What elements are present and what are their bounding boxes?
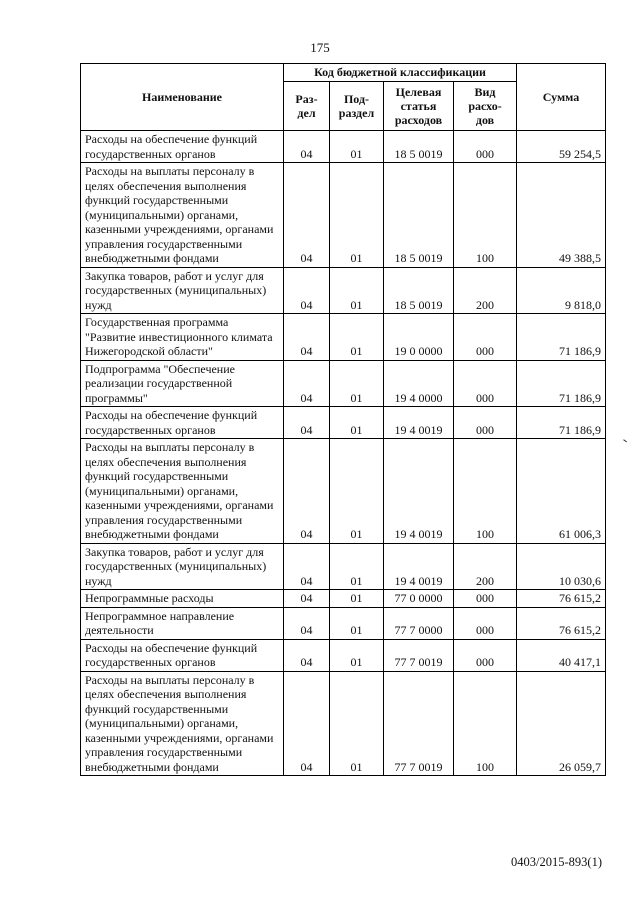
- row-razdel: 04: [284, 267, 330, 314]
- row-expense-type: 000: [454, 360, 517, 407]
- table-row: [81, 267, 606, 314]
- row-name: Расходы на выплаты персоналу в целях обеспечения выполнения функций государственными (муниципальными) органами, казенными учреждениями, органами управления государственными внебюджетными фондами: [81, 671, 284, 776]
- row-sum: 71 186,9: [517, 314, 606, 361]
- row-name: Расходы на обеспечение функций государственных органов: [81, 639, 284, 671]
- row-target-article: 19 4 0019: [384, 407, 454, 439]
- row-target-article: 19 4 0019: [384, 543, 454, 590]
- table-row: [81, 360, 606, 407]
- document-code: 0403/2015-893(1): [511, 855, 602, 869]
- row-sum: 59 254,5: [517, 131, 606, 163]
- table-row: [81, 314, 606, 361]
- table-row: [81, 607, 606, 639]
- budget-table: [80, 63, 606, 776]
- row-expense-type: 000: [454, 590, 517, 608]
- stray-mark: [621, 439, 627, 445]
- table-row: [81, 439, 606, 544]
- row-podrazdel: 01: [330, 407, 384, 439]
- row-razdel: 04: [284, 314, 330, 361]
- row-razdel: 04: [284, 543, 330, 590]
- row-target-article: 19 4 0019: [384, 439, 454, 544]
- row-razdel: 04: [284, 607, 330, 639]
- row-name: Расходы на выплаты персоналу в целях обеспечения выполнения функций государственными (муниципальными) органами, казенными учреждениями, органами управления государственными внебюджетными фондами: [81, 163, 284, 268]
- row-razdel: 04: [284, 671, 330, 776]
- row-sum: 10 030,6: [517, 543, 606, 590]
- row-expense-type: 000: [454, 314, 517, 361]
- row-expense-type: 100: [454, 439, 517, 544]
- row-name: Расходы на выплаты персоналу в целях обеспечения выполнения функций государственными (муниципальными) органами, казенными учреждениями, органами управления государственными внебюджетными фондами: [81, 439, 284, 544]
- header-razdel: Раз- дел: [284, 82, 330, 131]
- row-razdel: 04: [284, 590, 330, 608]
- table-row: [81, 407, 606, 439]
- row-expense-type: 000: [454, 639, 517, 671]
- row-target-article: 77 7 0019: [384, 671, 454, 776]
- row-expense-type: 000: [454, 407, 517, 439]
- row-target-article: 19 4 0000: [384, 360, 454, 407]
- row-expense-type: 000: [454, 131, 517, 163]
- table-row: [81, 639, 606, 671]
- header-expense-type: Вид расхо- дов: [454, 82, 517, 131]
- row-expense-type: 000: [454, 607, 517, 639]
- header-podrazdel: Под- раздел: [330, 82, 384, 131]
- row-razdel: 04: [284, 639, 330, 671]
- row-target-article: 18 5 0019: [384, 267, 454, 314]
- table-row: [81, 131, 606, 163]
- row-name: Государственная программа "Развитие инвестиционного климата Нижегородской области": [81, 314, 284, 361]
- row-razdel: 04: [284, 163, 330, 268]
- header-sum: Сумма: [517, 64, 606, 131]
- row-target-article: 18 5 0019: [384, 163, 454, 268]
- table-row: [81, 543, 606, 590]
- row-podrazdel: 01: [330, 543, 384, 590]
- row-sum: 76 615,2: [517, 590, 606, 608]
- row-podrazdel: 01: [330, 267, 384, 314]
- table-body: [81, 131, 606, 776]
- row-podrazdel: 01: [330, 639, 384, 671]
- header-budget-classification: Код бюджетной классификации: [284, 64, 517, 82]
- row-target-article: 19 0 0000: [384, 314, 454, 361]
- row-target-article: 77 7 0019: [384, 639, 454, 671]
- row-expense-type: 200: [454, 543, 517, 590]
- row-razdel: 04: [284, 407, 330, 439]
- table-row: [81, 590, 606, 608]
- row-name: Непрограммные расходы: [81, 590, 284, 608]
- row-podrazdel: 01: [330, 607, 384, 639]
- row-target-article: 77 7 0000: [384, 607, 454, 639]
- row-target-article: 77 0 0000: [384, 590, 454, 608]
- table-row: [81, 163, 606, 268]
- row-expense-type: 100: [454, 163, 517, 268]
- row-sum: 40 417,1: [517, 639, 606, 671]
- row-razdel: 04: [284, 131, 330, 163]
- row-name: Закупка товаров, работ и услуг для государственных (муниципальных) нужд: [81, 543, 284, 590]
- row-podrazdel: 01: [330, 163, 384, 268]
- row-razdel: 04: [284, 439, 330, 544]
- header-name: Наименование: [81, 64, 284, 131]
- row-podrazdel: 01: [330, 131, 384, 163]
- row-name: Расходы на обеспечение функций государственных органов: [81, 131, 284, 163]
- row-sum: 71 186,9: [517, 360, 606, 407]
- row-sum: 71 186,9: [517, 407, 606, 439]
- row-name: Непрограммное направление деятельности: [81, 607, 284, 639]
- row-sum: 9 818,0: [517, 267, 606, 314]
- table-row: [81, 671, 606, 776]
- row-podrazdel: 01: [330, 314, 384, 361]
- row-razdel: 04: [284, 360, 330, 407]
- row-name: Закупка товаров, работ и услуг для государственных (муниципальных) нужд: [81, 267, 284, 314]
- row-sum: 61 006,3: [517, 439, 606, 544]
- row-podrazdel: 01: [330, 590, 384, 608]
- row-expense-type: 200: [454, 267, 517, 314]
- header-target-article: Целевая статья расходов: [384, 82, 454, 131]
- row-name: Расходы на обеспечение функций государственных органов: [81, 407, 284, 439]
- row-expense-type: 100: [454, 671, 517, 776]
- row-podrazdel: 01: [330, 360, 384, 407]
- page-number: 175: [310, 40, 330, 55]
- row-podrazdel: 01: [330, 439, 384, 544]
- row-podrazdel: 01: [330, 671, 384, 776]
- row-sum: 49 388,5: [517, 163, 606, 268]
- row-sum: 76 615,2: [517, 607, 606, 639]
- row-target-article: 18 5 0019: [384, 131, 454, 163]
- row-name: Подпрограмма "Обеспечение реализации государственной программы": [81, 360, 284, 407]
- row-sum: 26 059,7: [517, 671, 606, 776]
